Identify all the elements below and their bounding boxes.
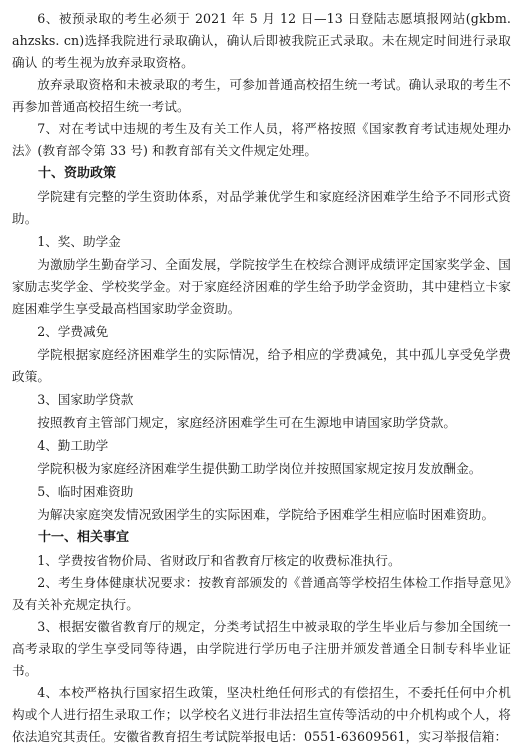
paragraph-student-loan: 按照教育主管部门规定，家庭经济困难学生可在生源地申请国家助学贷款。	[37, 415, 457, 430]
subheading-student-loan: 3、国家助学贷款	[37, 392, 134, 407]
subheading-scholarship: 1、奖、助学金	[37, 234, 121, 249]
paragraph-work-study: 学院积极为家庭经济困难学生提供勤工助学岗位并按照国家规定按月发放酬金。	[37, 461, 482, 476]
section-financial-aid	[12, 162, 511, 526]
subheading-temporary-aid: 5、临时困难资助	[37, 484, 134, 499]
subheading-tuition-reduction: 2、学费减免	[37, 324, 109, 339]
paragraph-health-requirements: 2、考生身体健康状况要求：按教育部颁发的《普通高等学校招生体检工作指导意见》及有关补充规定执行。	[12, 575, 511, 612]
paragraph-forfeit-admission: 放弃录取资格和未被录取的考生，可参加普通高校招生统一考试。确认录取的考生不再参加普通高校招生统一考试。	[12, 77, 511, 114]
section-heading-financial-aid: 十、资助政策	[38, 166, 117, 181]
paragraph-temporary-aid: 为解决家庭突发情况致困学生的实际困难，学院给予困难学生相应临时困难资助。	[37, 507, 495, 522]
subheading-work-study: 4、勤工助学	[37, 438, 109, 453]
paragraph-anti-fraud-policy: 4、本校严格执行国家招生政策，坚决杜绝任何形式的有偿招生，不委托任何中介机构或个人进行招生录取工作；以学校名义进行非法招生宣传等活动的中介机构或个人，将依法追究其责任。安徽省教育招生考试院举报电话：0551-63609561，实习举报信箱：	[12, 685, 511, 744]
paragraph-scholarship: 为激励学生勤奋学习、全面发展，学院按学生在校综合测评成绩评定国家奖学金、国家励志奖学金、学校奖学金。对于家庭经济困难的学生给予助学金资助，其中建档立卡家庭困难学生享受最高档国家助学金资助。	[12, 257, 511, 316]
paragraph-violation-handling: 7、对在考试中违规的考生及有关工作人员，将严格按照《国家教育考试违规处理办法》(教育部令第 33 号) 和教育部有关文件规定处理。	[12, 121, 511, 158]
paragraph-tuition-reduction: 学院根据家庭经济困难学生的实际情况，给予相应的学费减免，其中孤儿享受免学费政策。	[12, 347, 511, 384]
paragraph-graduate-treatment: 3、根据安徽省教育厅的规定，分类考试招生中被录取的学生毕业后与参加全国统一高考录取的学生享受同等待遇，由学院进行学历电子注册并颁发普通全日制专科毕业证书。	[12, 619, 511, 678]
paragraph-aid-intro: 学院建有完整的学生资助体系，对品学兼优学生和家庭经济困难学生给予不同形式资助。	[12, 189, 511, 226]
section-heading-related-matters: 十一、相关事宜	[38, 530, 130, 545]
paragraph-tuition-standard: 1、学费按省物价局、省财政厅和省教育厅核定的收费标准执行。	[37, 553, 401, 568]
section-related-matters	[12, 526, 511, 748]
paragraph-confirmation-deadline: 6、被预录取的考生必须于 2021 年 5 月 12 日—13 日登陆志愿填报网站(gkbm. ahzsks. cn)选择我院进行录取确认，确认后即被我院正式录取。未在规定时间进行录取确认 的考生视为放弃录取资格。	[12, 11, 511, 70]
